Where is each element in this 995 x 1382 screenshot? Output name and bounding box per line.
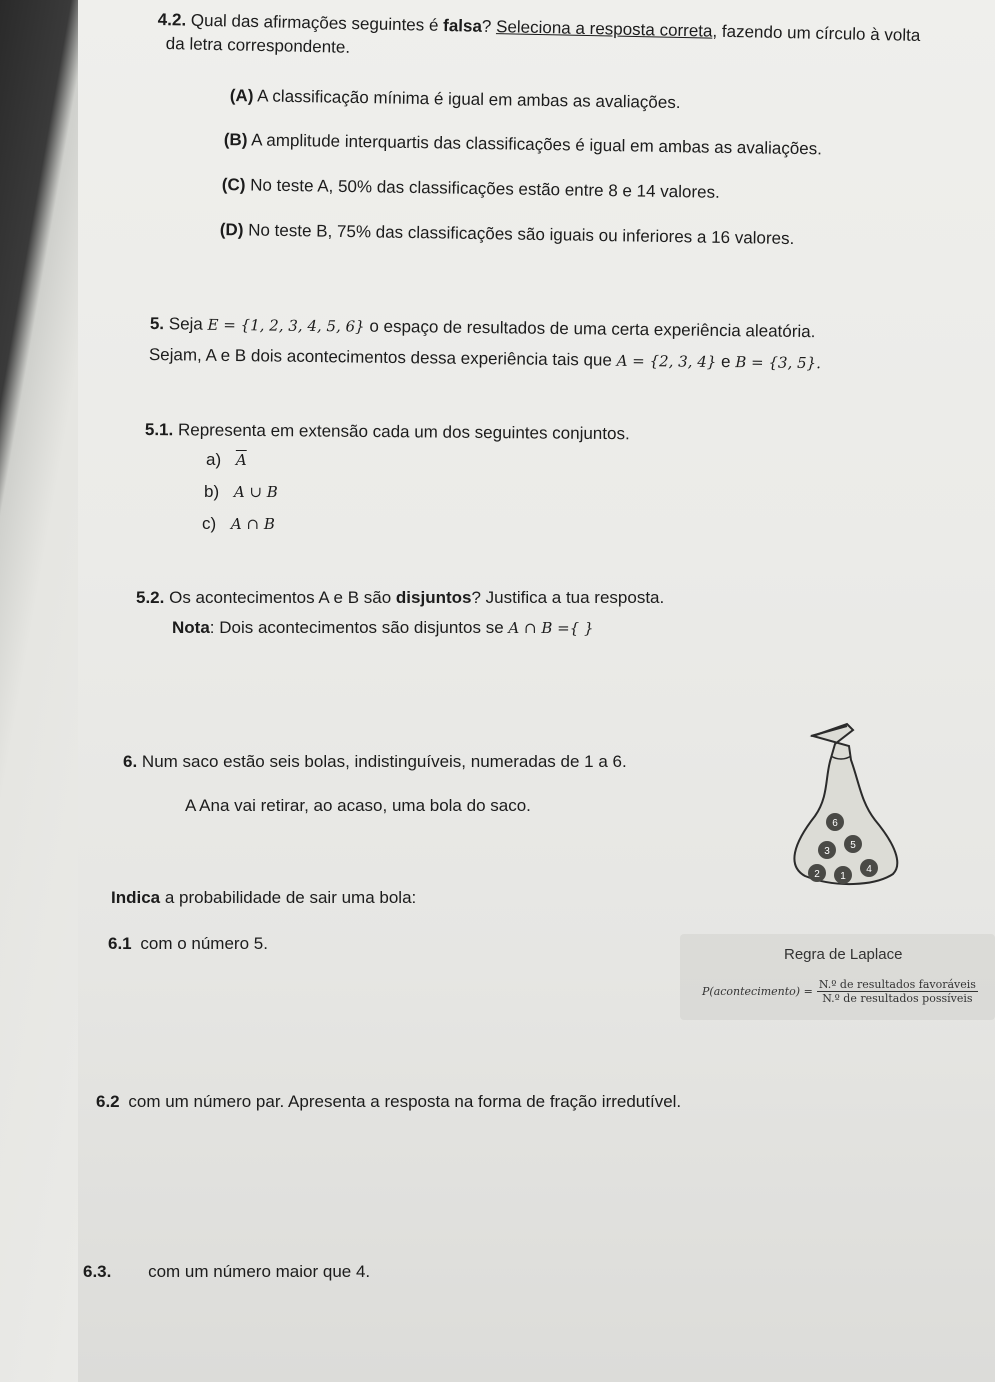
ball-3 — [818, 841, 836, 859]
q52-text-a: Os acontecimentos A e B são — [169, 588, 392, 607]
option-letter: (A) — [229, 86, 254, 106]
q62-prompt — [96, 1092, 681, 1112]
q52-number: 5.2. — [136, 588, 165, 607]
q63-prompt — [83, 1262, 370, 1282]
q42-prompt-underlined: Seleciona a resposta correta — [495, 17, 713, 41]
q5-set-e: E = {1, 2, 3, 4, 5, 6} — [207, 315, 365, 336]
q52-note-text: : Dois acontecimentos são disjuntos se — [209, 618, 504, 637]
laplace-fraction — [817, 978, 978, 1005]
q62-text: com um número par. Apresenta a resposta na forma de fração irredutível. — [128, 1092, 682, 1111]
q51-text: Representa em extensão cada um dos seguintes conjuntos. — [177, 420, 630, 444]
q6-indica-bold: Indica — [111, 888, 161, 907]
q62-number: 6.2 — [96, 1092, 120, 1111]
q52-note — [172, 618, 594, 638]
svg-text:5: 5 — [850, 840, 856, 851]
q42-prompt-c: , fazendo um círculo à volta — [712, 21, 921, 45]
q42-prompt-b: ? — [481, 16, 492, 36]
ball-5 — [844, 835, 862, 853]
item-label: c) — [202, 514, 217, 533]
q51-item-c — [202, 514, 275, 534]
worksheet-page — [78, 0, 995, 1382]
q5-line1-b: o espaço de resultados de uma certa experiência aleatória. — [369, 316, 816, 342]
q42-prompt-a: Qual das afirmações seguintes é — [190, 10, 439, 35]
q51-number: 5.1. — [144, 420, 174, 440]
q61-text: com o número 5. — [140, 934, 268, 953]
option-text: No teste B, 75% das classificações são iguais ou inferiores a 16 valores. — [248, 220, 795, 249]
option-letter: (C) — [221, 175, 246, 195]
laplace-denominator: N.º de resultados possíveis — [822, 992, 973, 1005]
option-text: No teste A, 50% das classificações estão entre 8 e 14 valores. — [250, 175, 720, 202]
option-text: A classificação mínima é igual em ambas as avaliações. — [257, 86, 681, 113]
ball-4 — [860, 859, 878, 877]
q52-prompt — [136, 588, 664, 608]
laplace-title: Regra de Laplace — [784, 946, 903, 963]
q51-item-b — [204, 482, 278, 502]
q61-prompt — [108, 934, 268, 954]
q42-number: 4.2. — [157, 10, 187, 30]
ball-2 — [808, 864, 826, 882]
svg-text:4: 4 — [866, 864, 872, 875]
svg-text:2: 2 — [814, 869, 820, 880]
q61-number: 6.1 — [108, 934, 132, 953]
q63-text: com um número maior que 4. — [148, 1262, 371, 1281]
q5-number: 5. — [149, 314, 165, 334]
q6-line2: A Ana vai retirar, ao acaso, uma bola do saco. — [185, 796, 531, 815]
svg-text:6: 6 — [832, 818, 838, 829]
q5-set-a: A = {2, 3, 4} — [616, 351, 717, 371]
option-text: A amplitude interquartis das classificações é igual em ambas as avaliações. — [251, 130, 823, 159]
q6-text: Num saco estão seis bolas, indistinguíveis, numeradas de 1 a 6. — [141, 752, 627, 771]
item-expr: $\overline{A}$ — [235, 451, 247, 469]
ball-1 — [834, 866, 852, 884]
svg-text:3: 3 — [824, 846, 830, 857]
q6-indica — [111, 888, 416, 908]
laplace-lhs: P(acontecimento) = — [702, 985, 813, 998]
q5-line2-a: Sejam, A e B dois acontecimentos dessa experiência tais que — [148, 345, 613, 370]
laplace-numerator: N.º de resultados favoráveis — [818, 978, 976, 991]
q42-prompt-line2: da letra correspondente. — [165, 34, 351, 57]
item-label: a) — [206, 450, 222, 469]
item-label: b) — [204, 482, 220, 501]
q51-item-a — [206, 450, 247, 470]
item-expr: A ∩ B — [230, 515, 275, 533]
q6-indica-text: a probabilidade de sair uma bola: — [164, 888, 417, 907]
q63-number: 6.3. — [83, 1262, 112, 1281]
q5-set-b: B = {3, 5}. — [735, 353, 822, 373]
q5-line1-a: Seja — [168, 314, 203, 334]
laplace-formula — [702, 978, 978, 1005]
laplace-rule-box — [680, 934, 995, 1020]
option-letter: (D) — [219, 220, 244, 240]
option-letter: (B) — [223, 130, 248, 150]
bag-shape — [794, 724, 897, 884]
q52-text-bold: disjuntos — [395, 588, 472, 607]
item-expr: A ∪ B — [233, 483, 278, 501]
q52-text-b: ? Justifica a tua resposta. — [471, 588, 665, 607]
q51-prompt — [145, 420, 630, 444]
bag-of-balls-illustration — [775, 716, 905, 891]
q42-prompt-bold: falsa — [442, 15, 483, 36]
q6-number: 6. — [123, 752, 138, 771]
q6-prompt — [123, 752, 627, 772]
q52-note-bold: Nota — [172, 618, 210, 637]
ball-6 — [826, 813, 844, 831]
svg-text:1: 1 — [840, 871, 846, 882]
q52-note-expr: A ∩ B ={ } — [508, 619, 594, 637]
q5-line2-e: e — [720, 351, 731, 372]
